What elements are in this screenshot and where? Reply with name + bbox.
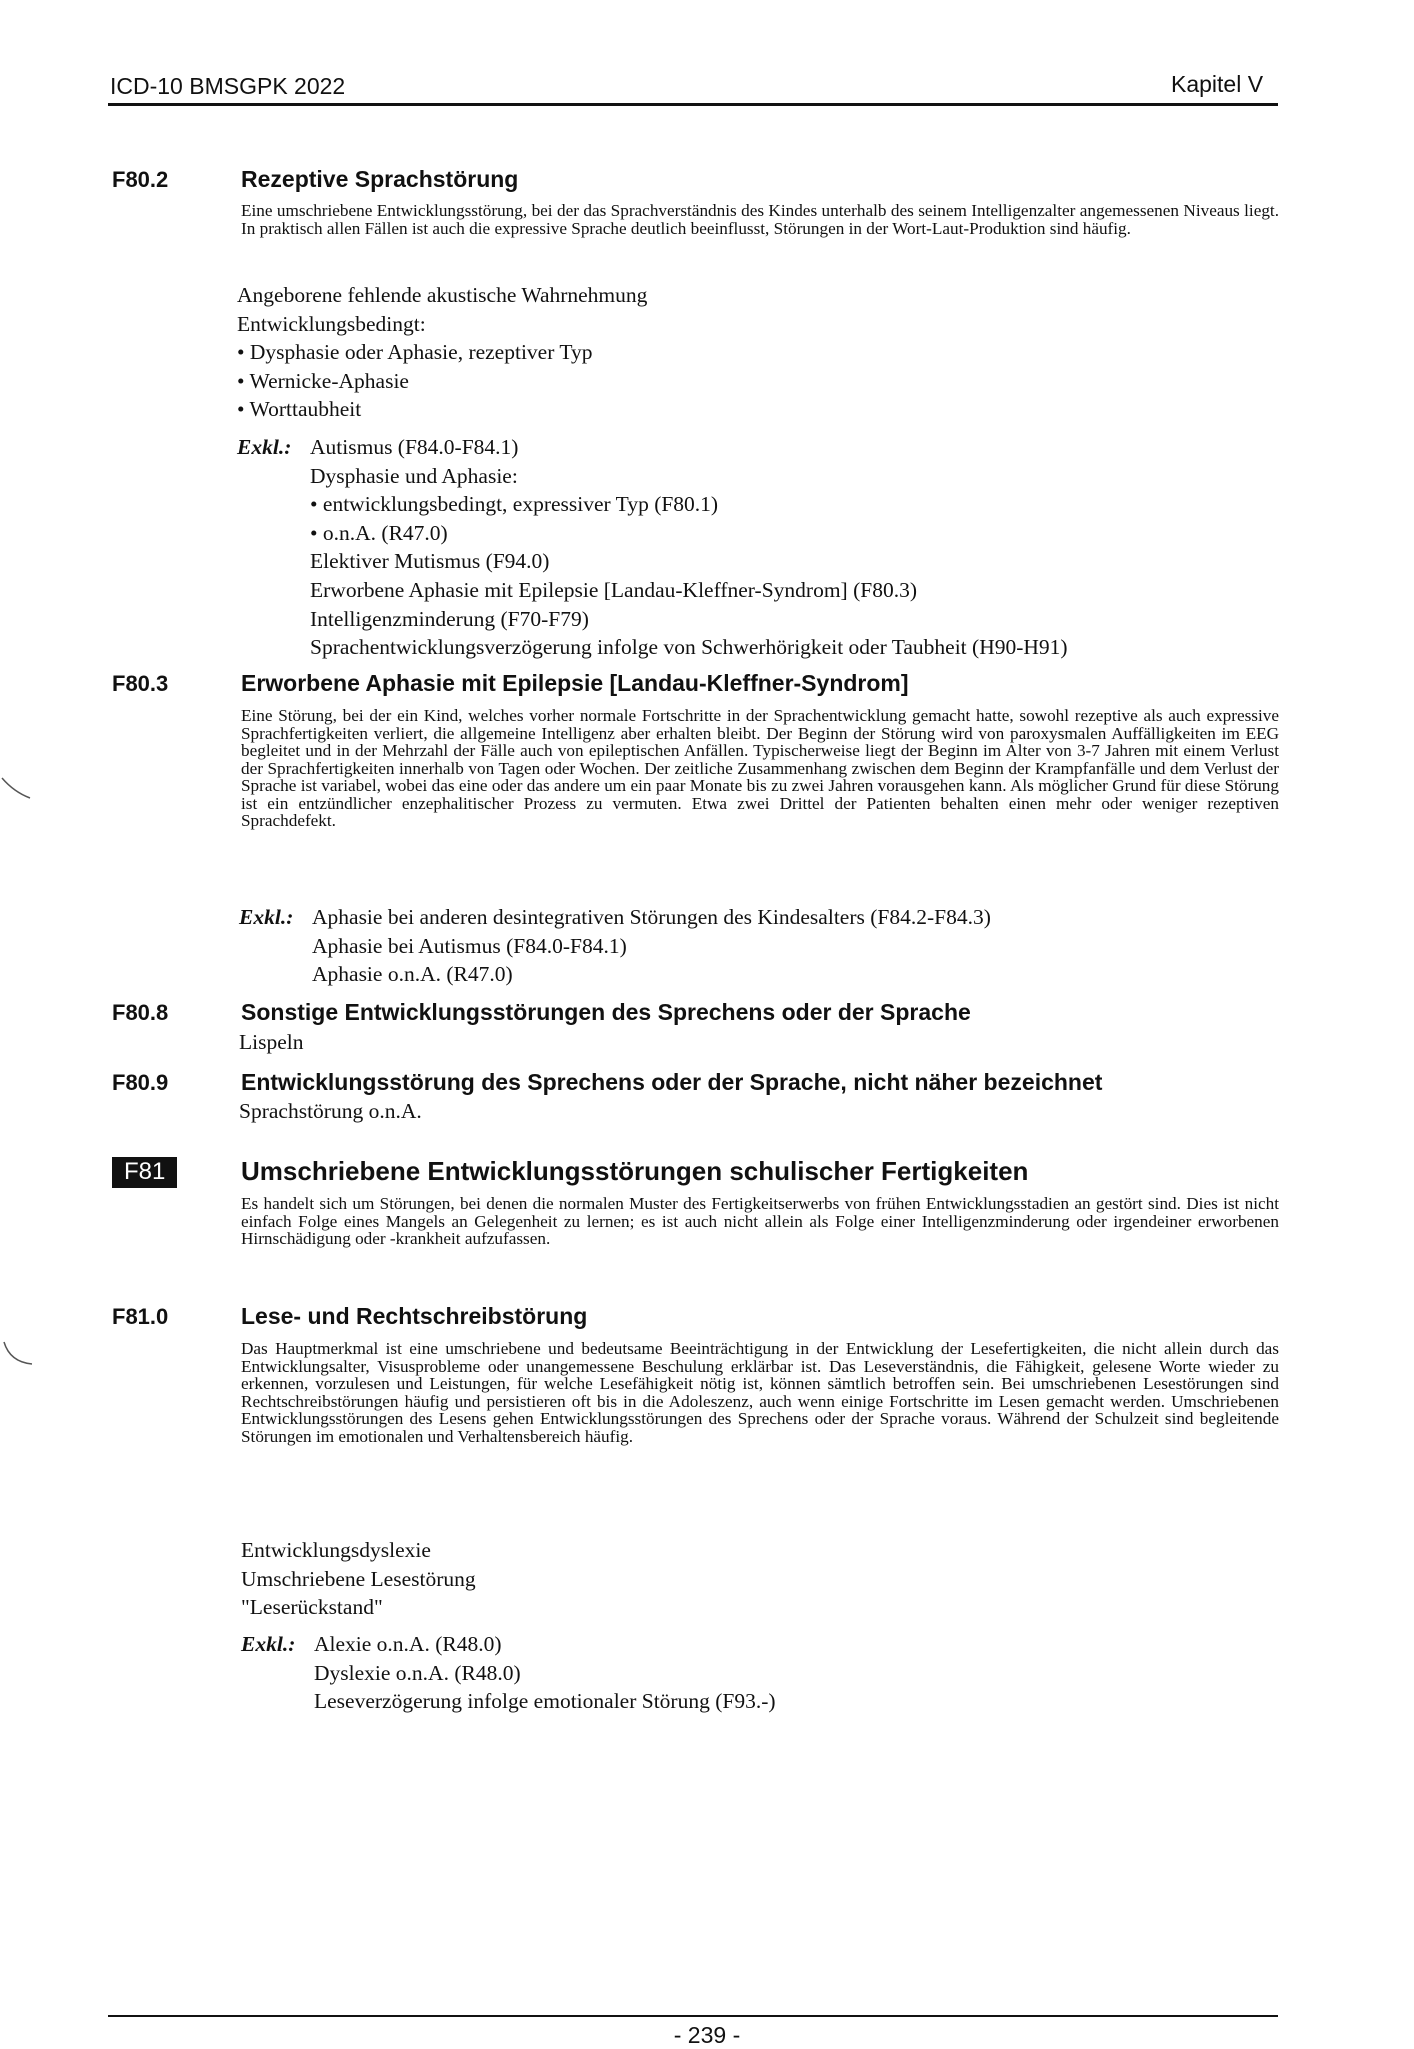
inclusion-item-f80-8: Lispeln [239, 1030, 304, 1054]
inclusion-item: • Worttaubheit [237, 397, 362, 422]
section-title-f80-2: Rezeptive Sprachstörung [241, 166, 519, 192]
inclusion-item: • Wernicke-Aphasie [237, 368, 409, 393]
section-description-f81-0: Das Hauptmerkmal ist eine umschriebene und bedeutsame Beeinträchtigung in der Entwicklung der Lesefertigkeiten, die nicht allein durch das Entwicklungsalter, Visusprobleme oder unangemessene Beschulung erklärbar ist. Das Leseverständnis, die Fähigkeit, gelesene Worte wieder zu erkennen, vorzulesen und Leistungen, für welche Lesefähigkeit nötig ist, können sämtlich betroffen sein. Bei umschriebenen Lesestörungen sind Rechtschreibstörungen häufig und persistieren oft bis in die Adoleszenz, auch wenn einige Fortschritte im Lesen gemacht werden. Umschriebenen Entwicklungsstörungen des Lesens gehen Entwicklungsstörungen des Sprechens oder der Sprache voraus. Während der Schulzeit sind begleitende Störungen im emotionalen und Verhaltensbereich häufig. [241, 1339, 1279, 1446]
inclusion-item: Angeborene fehlende akustische Wahrnehmung [237, 283, 648, 307]
exclusion-list-f80-2 [310, 433, 1068, 662]
section-code-f80-9: F80.9 [112, 1070, 169, 1095]
exclusion-item: Aphasie bei Autismus (F84.0-F84.1) [312, 933, 627, 958]
exclusion-item: Alexie o.n.A. (R48.0) [314, 1632, 502, 1656]
exclusion-item: Erworbene Aphasie mit Epilepsie [Landau-Kleffner-Syndrom] (F80.3) [310, 577, 917, 602]
section-code-f81-0: F81.0 [112, 1304, 169, 1329]
section-title-f80-9: Entwicklungsstörung des Sprechens oder der Sprache, nicht näher bezeichnet [241, 1069, 1103, 1095]
inclusion-list-f80-2 [237, 281, 647, 424]
inclusion-item: Umschriebene Lesestörung [241, 1566, 476, 1591]
header-rule [108, 103, 1278, 106]
exclusion-list-f81-0 [314, 1630, 776, 1716]
exclusion-item: • entwicklungsbedingt, expressiver Typ (F80.1) [310, 492, 719, 517]
exclusion-item: Elektiver Mutismus (F94.0) [310, 549, 550, 574]
section-title-f80-3: Erworbene Aphasie mit Epilepsie [Landau-Kleffner-Syndrom] [241, 670, 909, 696]
exkl-label-f81-0: Exkl.: [241, 1632, 296, 1656]
exclusion-item: • o.n.A. (R47.0) [310, 520, 448, 545]
header-chapter: Kapitel V [1171, 71, 1264, 97]
exkl-label-f80-2: Exkl.: [237, 435, 292, 459]
exclusion-item: Leseverzögerung infolge emotionaler Störung (F93.-) [314, 1689, 776, 1714]
exkl-label-f80-3: Exkl.: [239, 905, 294, 929]
inclusion-item: Entwicklungsdyslexie [241, 1538, 431, 1562]
section-description-f80-3: Eine Störung, bei der ein Kind, welches vorher normale Fortschritte in der Sprachentwicklung gemacht hatte, sowohl rezeptive als auch expressive Sprachfertigkeiten verliert, die allgemeine Intelligenz aber erhalten bleibt. Der Beginn der Störung wird von paroxysmalen Auffälligkeiten im EEG begleitet und in der Mehrzahl der Fälle auch von epileptischen Anfällen. Typischerweise liegt der Beginn im Alter von 3-7 Jahren mit einem Verlust der Sprachfertigkeiten innerhalb von Tagen oder Wochen. Der zeitliche Zusammenhang zwischen dem Beginn der Krampfanfälle und dem Verlust der Sprache ist variabel, wobei das eine oder das andere um ein paar Monate bis zu zwei Jahren vorausgehen kann. Als möglicher Grund für diese Störung ist ein entzündlicher enzephalitischer Prozess zu vermuten. Etwa zwei Drittel der Patienten behalten einen mehr oder weniger rezeptiven Sprachdefekt. [241, 706, 1279, 830]
section-title-f81-0: Lese- und Rechtschreibstörung [241, 1303, 588, 1329]
exclusion-item: Sprachentwicklungsverzögerung infolge von Schwerhörigkeit oder Taubheit (H90-H91) [310, 635, 1068, 660]
section-code-f80-2: F80.2 [112, 167, 169, 192]
category-code-badge-f81: F81 [112, 1157, 177, 1188]
inclusion-item: • Dysphasie oder Aphasie, rezeptiver Typ [237, 340, 593, 365]
scan-margin-mark [0, 1340, 40, 1380]
category-description-f81: Es handelt sich um Störungen, bei denen die normalen Muster des Fertigkeitserwerbs von frühen Entwicklungsstadien an gestört sind. Dies ist nicht einfach Folge eines Mangels an Gelegenheit zu lernen; es ist auch nicht allein als Folge einer Intelligenzminderung oder irgendeiner erworbenen Hirnschädigung oder -krankheit aufzufassen. [241, 1194, 1279, 1248]
footer-rule [108, 2015, 1278, 2017]
exclusion-list-f80-3 [312, 903, 991, 989]
inclusion-item: Entwicklungsbedingt: [237, 311, 426, 336]
inclusion-item: "Leserückstand" [241, 1595, 383, 1620]
inclusion-list-f81-0 [241, 1536, 476, 1622]
exclusion-item: Dyslexie o.n.A. (R48.0) [314, 1660, 521, 1685]
page-number: - 239 - [673, 2022, 741, 2048]
section-title-f80-8: Sonstige Entwicklungsstörungen des Sprechens oder der Sprache [241, 999, 971, 1025]
section-code-f80-3: F80.3 [112, 671, 169, 696]
scan-margin-mark [0, 770, 40, 810]
section-description-f80-2: Eine umschriebene Entwicklungsstörung, bei der das Sprachverständnis des Kindes unterhalb des seinem Intelligenzalter angemessenen Niveaus liegt. In praktisch allen Fällen ist auch die expressive Sprache deutlich beeinflusst, Störungen in der Wort-Laut-Produktion sind häufig. [241, 201, 1279, 238]
exclusion-item: Intelligenzminderung (F70-F79) [310, 606, 589, 631]
exclusion-item: Aphasie bei anderen desintegrativen Störungen des Kindesalters (F84.2-F84.3) [312, 905, 991, 929]
section-code-f80-8: F80.8 [112, 1000, 169, 1025]
exclusion-item: Autismus (F84.0-F84.1) [310, 435, 519, 459]
inclusion-item-f80-9: Sprachstörung o.n.A. [239, 1099, 422, 1123]
category-title-f81: Umschriebene Entwicklungsstörungen schulischer Fertigkeiten [241, 1156, 1029, 1186]
header-title: ICD-10 BMSGPK 2022 [110, 73, 346, 99]
exclusion-item: Aphasie o.n.A. (R47.0) [312, 962, 513, 987]
exclusion-item: Dysphasie und Aphasie: [310, 463, 518, 488]
